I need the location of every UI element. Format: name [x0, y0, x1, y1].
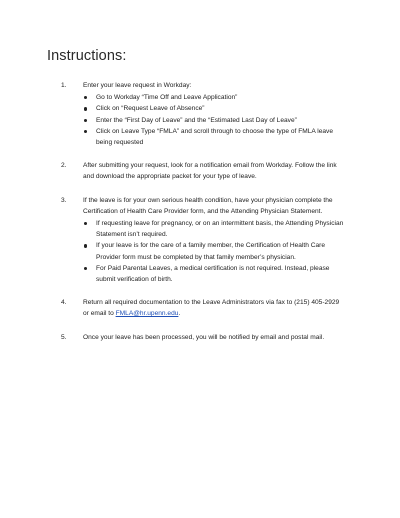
step-number: 4.	[61, 299, 67, 307]
step-text: After submitting your request, look for a notification email from Workday. Follow the link and download the appropriate packet for your type of leave.	[83, 162, 337, 181]
bullet-icon	[84, 119, 87, 122]
step-1	[0, 80, 400, 148]
bullet-text: Enter the “First Day of Leave” and the “Estimated Last Day of Leave”	[96, 116, 297, 124]
list-item	[83, 126, 345, 148]
step-text: Enter your leave request in Workday:	[83, 82, 192, 89]
list-item	[83, 240, 345, 262]
list-item	[83, 263, 345, 285]
bullet-icon	[84, 130, 87, 133]
bullet-text: If your leave is for the care of a family member, the Certification of Health Care Provider form must be completed by that family member’s physician.	[96, 242, 326, 261]
step-text: If the leave is for your own serious health condition, have your physician complete the Certification of Health Care Provider form, and the Attending Physician Statement.	[83, 196, 333, 215]
bullet-text: Click on “Request Leave of Absence”	[96, 105, 205, 113]
bullet-text: Go to Workday “Time Off and Leave Application”	[96, 94, 238, 102]
page-title: Instructions:	[47, 48, 127, 64]
bullet-icon	[84, 96, 87, 99]
step-4	[0, 297, 400, 319]
list-item	[83, 92, 345, 103]
list-item	[83, 103, 345, 114]
bullet-icon	[84, 107, 87, 110]
list-item	[83, 218, 345, 240]
step-3-bullets	[83, 218, 345, 285]
step-text: Return all required documentation to the Leave Administrators via fax to (215) 405-2929 or email to	[83, 299, 340, 318]
step-number: 2.	[61, 162, 67, 170]
list-item	[83, 115, 345, 126]
bullet-icon	[84, 267, 87, 270]
step-number: 3.	[61, 196, 67, 204]
bullet-text: Click on Leave Type “FMLA” and scroll through to choose the type of FMLA leave being requested	[96, 127, 334, 147]
bullet-icon	[84, 244, 87, 247]
fmla-email-link[interactable]: FMLA@hr.upenn.edu	[115, 310, 179, 318]
step-number: 5.	[61, 333, 67, 341]
step-3	[0, 195, 400, 286]
bullet-icon	[84, 222, 87, 225]
bullet-text: If requesting leave for pregnancy, or on an intermittent basis, the Attending Physician Statement isn’t required.	[96, 220, 344, 239]
bullet-text: For Paid Parental Leaves, a medical certification is not required. Instead, please submit verification of birth.	[96, 264, 330, 284]
step-5	[0, 332, 400, 343]
step-number: 1.	[61, 82, 67, 89]
step-text-end: .	[178, 310, 181, 318]
step-text: Once your leave has been processed, you will be notified by email and postal mail.	[83, 333, 325, 341]
instructions-list	[0, 80, 400, 343]
step-2	[0, 160, 400, 182]
step-1-bullets	[83, 92, 345, 148]
